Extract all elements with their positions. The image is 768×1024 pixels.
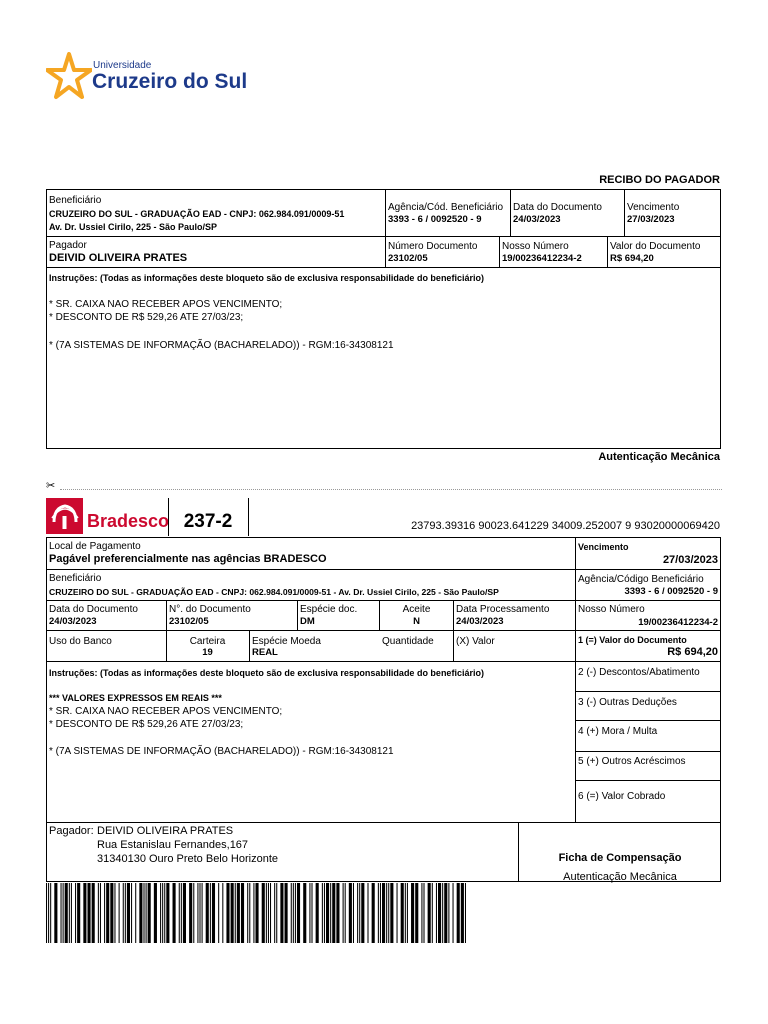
barcode-bar: [50, 883, 51, 943]
ficha-data-proc-label: Data Processamento: [456, 604, 550, 615]
barcode-bar: [438, 883, 441, 943]
ficha-valor-doc-label: 1 (=) Valor do Documento: [578, 635, 687, 645]
barcode-bar: [465, 883, 466, 943]
barcode-bar: [322, 883, 323, 943]
bank-code: 237-2: [183, 511, 233, 532]
barcode-bar: [197, 883, 198, 943]
barcode-bar: [390, 883, 393, 943]
barcode: [46, 883, 466, 943]
cut-line: [60, 489, 722, 490]
barcode-bar: [274, 883, 275, 943]
recibo-valor-doc-label: Valor do Documento: [610, 241, 701, 252]
ficha-benef-label: Beneficiário: [49, 573, 102, 584]
bradesco-symbol-icon: [46, 498, 83, 534]
barcode-bar: [206, 883, 209, 943]
barcode-bar: [226, 883, 229, 943]
barcode-bar: [361, 883, 364, 943]
recibo-agencia-label: Agência/Cód. Beneficiário: [388, 202, 504, 213]
barcode-bar: [380, 883, 381, 943]
recibo-beneficiario-name: CRUZEIRO DO SUL - GRADUAÇÃO EAD - CNPJ: 062.984.091/0009-51: [49, 209, 345, 219]
barcode-bar: [349, 883, 352, 943]
barcode-bar: [448, 883, 449, 943]
barcode-bar: [253, 883, 254, 943]
barcode-bar: [119, 883, 120, 943]
barcode-bar: [92, 883, 95, 943]
ficha-carteira-label: Carteira: [189, 636, 226, 647]
ficha-benef-value: CRUZEIRO DO SUL - GRADUAÇÃO EAD - CNPJ: 062.984.091/0009-51 - Av. Dr. Ussiel Cirilo, 225 - São Paulo/SP: [49, 587, 499, 597]
ficha-descontos-label: 2 (-) Descontos/Abatimento: [578, 667, 700, 678]
barcode-bar: [218, 883, 219, 943]
ficha-carteira-value: 19: [202, 647, 213, 658]
ficha-venc-label: Vencimento: [578, 542, 629, 552]
logo-line1: Universidade: [93, 60, 152, 71]
recibo-instr-line2: * DESCONTO DE R$ 529,26 ATE 27/03/23;: [49, 312, 244, 323]
recibo-instr-line1: * SR. CAIXA NAO RECEBER APOS VENCIMENTO;: [49, 299, 283, 310]
barcode-bar: [276, 883, 277, 943]
ficha-venc-value: 27/03/2023: [662, 554, 718, 566]
barcode-bar: [183, 883, 186, 943]
recibo-agencia-value: 3393 - 6 / 0092520 - 9: [388, 214, 482, 225]
recibo-numero-doc-label: Número Documento: [388, 241, 478, 252]
barcode-bar: [110, 883, 113, 943]
barcode-bar: [237, 883, 240, 943]
barcode-bar: [280, 883, 283, 943]
ficha-valor-doc-value: R$ 694,20: [667, 646, 718, 658]
barcode-bar: [193, 883, 194, 943]
barcode-bar: [401, 883, 404, 943]
recibo-pagador-value: DEIVID OLIVEIRA PRATES: [49, 252, 188, 264]
ficha-quantidade-label: Quantidade: [382, 636, 434, 647]
barcode-bar: [295, 883, 296, 943]
ficha-data-doc-label: Data do Documento: [49, 604, 138, 615]
ficha-autenticacao: Autenticação Mecânica: [563, 871, 677, 883]
barcode-bar: [71, 883, 72, 943]
recibo-vencimento-label: Vencimento: [627, 202, 680, 213]
barcode-bar: [154, 883, 157, 943]
barcode-bar: [87, 883, 90, 943]
ficha-instr-line3: * (7A SISTEMAS DE INFORMAÇÃO (BACHARELADO)) - RGM:16-34308121: [49, 746, 394, 757]
barcode-bar: [423, 883, 424, 943]
barcode-bar: [444, 883, 447, 943]
ficha-outros-acrescimos-label: 5 (+) Outros Acréscimos: [578, 756, 686, 767]
ficha-data-doc-value: 24/03/2023: [49, 616, 97, 627]
barcode-bar: [166, 883, 169, 943]
recibo-instrucoes-title: Instruções: (Todas as informações deste bloqueto são de exclusiva responsabilidade do beneficiário): [49, 273, 484, 283]
barcode-bar: [407, 883, 408, 943]
barcode-bar: [202, 883, 203, 943]
barcode-bar: [98, 883, 99, 943]
barcode-bar: [61, 883, 62, 943]
barcode-bar: [199, 883, 200, 943]
barcode-bar: [75, 883, 76, 943]
barcode-bar: [146, 883, 147, 943]
barcode-bar: [285, 883, 288, 943]
recibo-nosso-numero-label: Nosso Número: [502, 241, 569, 252]
barcode-bar: [359, 883, 360, 943]
ficha-agencia-label: Agência/Código Beneficiário: [578, 574, 704, 585]
barcode-bar: [332, 883, 335, 943]
recibo-data-doc-value: 24/03/2023: [513, 214, 561, 225]
barcode-bar: [316, 883, 319, 943]
barcode-bar: [125, 883, 126, 943]
recibo-valor-doc-value: R$ 694,20: [610, 253, 654, 264]
linha-digitavel: 23793.39316 90023.641229 34009.252007 9 93020000069420: [411, 520, 720, 532]
barcode-bar: [330, 883, 331, 943]
barcode-bar: [382, 883, 385, 943]
recibo-beneficiario-address: Av. Dr. Ussiel Cirilo, 225 - São Paulo/SP: [49, 222, 218, 232]
barcode-bar: [173, 883, 176, 943]
barcode-bar: [83, 883, 86, 943]
barcode-bar: [135, 883, 136, 943]
barcode-bar: [48, 883, 49, 943]
barcode-bar: [143, 883, 144, 943]
recibo-vencimento-value: 27/03/2023: [627, 214, 675, 225]
recibo-numero-doc-value: 23102/05: [388, 253, 428, 264]
barcode-bar: [353, 883, 354, 943]
barcode-bar: [139, 883, 142, 943]
ficha-nosso-value: 19/00236412234-2: [638, 617, 718, 628]
barcode-bar: [241, 883, 244, 943]
ficha-aceite-value: N: [413, 616, 420, 627]
barcode-bar: [162, 883, 163, 943]
barcode-bar: [189, 883, 192, 943]
ficha-instr-line1: * SR. CAIXA NAO RECEBER APOS VENCIMENTO;: [49, 706, 283, 717]
barcode-bar: [212, 883, 215, 943]
barcode-bar: [343, 883, 344, 943]
barcode-bar: [297, 883, 300, 943]
barcode-bar: [388, 883, 389, 943]
barcode-bar: [436, 883, 437, 943]
star-logo-icon: [46, 52, 92, 100]
ficha-mora-label: 4 (+) Mora / Multa: [578, 726, 658, 737]
barcode-bar: [324, 883, 325, 943]
recibo-nosso-numero-value: 19/00236412234-2: [502, 253, 582, 264]
ficha-aceite-label: Aceite: [402, 604, 431, 615]
ficha-local-label: Local de Pagamento: [49, 541, 141, 552]
ficha-data-proc-value: 24/03/2023: [456, 616, 504, 627]
barcode-bar: [357, 883, 358, 943]
recibo-autenticacao: Autenticação Mecânica: [598, 451, 720, 463]
ficha-instr-line0: *** VALORES EXPRESSOS EM REAIS ***: [49, 693, 222, 703]
ficha-instrucoes-title: Instruções: (Todas as informações deste bloqueto são de exclusiva responsabilidade do beneficiário): [49, 668, 484, 678]
barcode-bar: [255, 883, 258, 943]
barcode-bar: [127, 883, 130, 943]
barcode-bar: [457, 883, 460, 943]
ficha-valor-cobrado-label: 6 (=) Valor Cobrado: [578, 791, 666, 802]
logo-line2: Cruzeiro do Sul: [92, 70, 248, 93]
barcode-bar: [415, 883, 418, 943]
bradesco-logo: [46, 498, 168, 534]
barcode-bar: [336, 883, 339, 943]
barcode-bar: [378, 883, 379, 943]
ficha-pagador-label: Pagador:: [49, 825, 94, 837]
recibo-data-doc-label: Data do Documento: [513, 202, 602, 213]
ficha-agencia-value: 3393 - 6 / 0092520 - 9: [624, 586, 718, 597]
barcode-bar: [326, 883, 329, 943]
ficha-outras-deducoes-label: 3 (-) Outras Deduções: [578, 697, 677, 708]
ficha-especie-moeda-label: Espécie Moeda: [252, 636, 321, 647]
scissors-icon: ✂: [46, 480, 56, 492]
ficha-especie-moeda-value: REAL: [252, 647, 278, 658]
barcode-bar: [63, 883, 64, 943]
barcode-bar: [104, 883, 105, 943]
ficha-valor-label: (X) Valor: [456, 636, 495, 647]
barcode-bar: [311, 883, 312, 943]
barcode-bar: [210, 883, 211, 943]
barcode-bar: [46, 883, 47, 943]
barcode-bar: [249, 883, 250, 943]
barcode-bar: [123, 883, 124, 943]
barcode-bar: [432, 883, 433, 943]
ficha-pagador-street: Rua Estanislau Fernandes,167: [97, 839, 249, 851]
barcode-bar: [235, 883, 236, 943]
ficha-title: Ficha de Compensação: [558, 852, 682, 864]
ficha-pagador-city: 31340130 Ouro Preto Belo Horizonte: [97, 853, 279, 865]
barcode-bar: [411, 883, 414, 943]
barcode-bar: [54, 883, 57, 943]
barcode-bar: [309, 883, 310, 943]
recibo-title: RECIBO DO PAGADOR: [599, 174, 720, 186]
barcode-bar: [222, 883, 223, 943]
ficha-num-doc-value: 23102/05: [169, 616, 209, 627]
barcode-bar: [293, 883, 294, 943]
barcode-bar: [428, 883, 431, 943]
barcode-bar: [164, 883, 165, 943]
barcode-bar: [453, 883, 454, 943]
barcode-bar: [345, 883, 346, 943]
barcode-bar: [386, 883, 387, 943]
barcode-bar: [247, 883, 248, 943]
barcode-bar: [77, 883, 80, 943]
recibo-instr-line3: * (7A SISTEMAS DE INFORMAÇÃO (BACHARELADO)) - RGM:16-34308121: [49, 340, 394, 351]
barcode-bar: [181, 883, 182, 943]
barcode-bar: [266, 883, 267, 943]
barcode-bar: [160, 883, 161, 943]
ficha-pagador-name: DEIVID OLIVEIRA PRATES: [97, 825, 234, 837]
barcode-bar: [268, 883, 269, 943]
barcode-bar: [148, 883, 151, 943]
barcode-bar: [291, 883, 292, 943]
barcode-bar: [231, 883, 234, 943]
barcode-bar: [303, 883, 306, 943]
ficha-instr-line2: * DESCONTO DE R$ 529,26 ATE 27/03/23;: [49, 719, 244, 730]
barcode-bar: [131, 883, 132, 943]
ficha-nosso-label: Nosso Número: [578, 604, 645, 615]
barcode-bar: [397, 883, 398, 943]
university-logo: [46, 52, 246, 102]
barcode-bar: [179, 883, 180, 943]
ficha-local-value: Pagável preferencialmente nas agências BRADESCO: [49, 553, 327, 565]
barcode-bar: [270, 883, 271, 943]
barcode-bar: [65, 883, 68, 943]
barcode-bar: [442, 883, 443, 943]
bradesco-name: Bradesco: [87, 511, 170, 531]
recibo-beneficiario-label: Beneficiário: [49, 195, 102, 206]
barcode-bar: [405, 883, 406, 943]
barcode-bar: [114, 883, 115, 943]
barcode-bar: [367, 883, 368, 943]
ficha-uso-banco-label: Uso do Banco: [49, 636, 112, 647]
ficha-especie-doc-value: DM: [300, 616, 315, 627]
ficha-num-doc-label: N°. do Documento: [169, 604, 251, 615]
ficha-especie-doc-label: Espécie doc.: [300, 604, 358, 615]
barcode-bar: [461, 883, 464, 943]
barcode-bar: [106, 883, 109, 943]
barcode-bar: [262, 883, 265, 943]
recibo-pagador-label: Pagador: [49, 240, 87, 251]
barcode-bar: [421, 883, 422, 943]
barcode-bar: [372, 883, 375, 943]
barcode-bar: [100, 883, 101, 943]
barcode-bar: [69, 883, 70, 943]
